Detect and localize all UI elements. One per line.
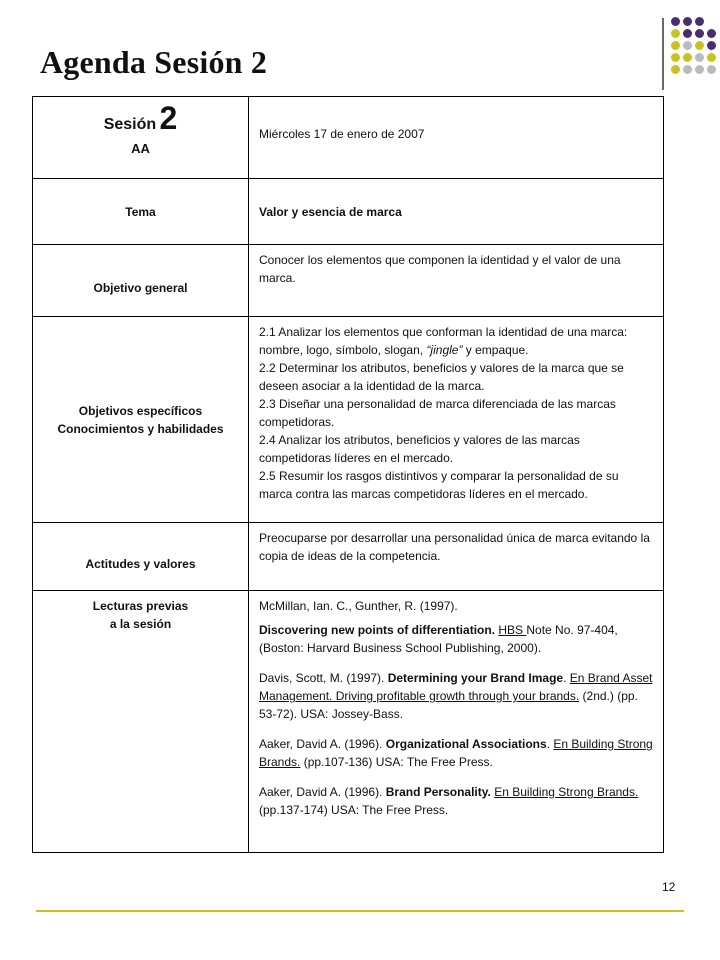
dot: [671, 17, 680, 26]
table-row-session: [33, 97, 664, 179]
reference-title: Discovering new points of differentiation.: [259, 623, 496, 637]
actitudes-value: Preocuparse por desarrollar una personalidad única de marca evitando la copia de ideas de la competencia.: [259, 531, 650, 563]
dot: [683, 41, 692, 50]
dot: [695, 29, 704, 38]
reference-author: Aaker, David A. (1996).: [259, 737, 386, 751]
table-row-objetivos-especificos: [33, 317, 664, 523]
reference-4: [259, 783, 655, 819]
session-number: 2: [159, 100, 178, 136]
objetivos-especificos-value-cell: [249, 317, 664, 523]
objetivo-item: 2.5 Resumir los rasgos distintivos y comparar la personalidad de su marca contra las marcas competidoras líderes en el mercado.: [259, 469, 619, 501]
dot: [683, 29, 692, 38]
reference-author: Aaker, David A. (1996).: [259, 785, 386, 799]
reference-title: Brand Personality.: [385, 785, 491, 799]
dot: [683, 65, 692, 74]
tema-value-cell: [249, 179, 664, 245]
dot: [683, 53, 692, 62]
reference-details: (pp.137-174) USA: The Free Press.: [259, 803, 449, 817]
dot: [695, 65, 704, 74]
table-row-tema: [33, 179, 664, 245]
dot: [671, 41, 680, 50]
dot: [671, 29, 680, 38]
tema-label: Tema: [125, 204, 156, 219]
objetivo-item: 2.2 Determinar los atributos, beneficios y valores de la marca que se deseen asociar a la identidad de la marca.: [259, 361, 624, 393]
dot: [707, 53, 716, 62]
actitudes-value-cell: [249, 523, 664, 591]
session-cell: [33, 97, 249, 179]
reference-source: En Building Strong Brands.: [259, 737, 653, 769]
objetivo-item: [259, 323, 655, 359]
jingle-word: “jingle”: [426, 343, 463, 357]
reference-details: (2nd.) (pp. 53-72). USA: Jossey-Bass.: [259, 689, 638, 721]
objetivo-item-text: y empaque.: [462, 343, 529, 357]
reference-author: Davis, Scott, M. (1997).: [259, 671, 388, 685]
dot: [695, 41, 704, 50]
lecturas-label: Lecturas previas: [92, 599, 189, 613]
lecturas-sublabel: a la sesión: [109, 617, 172, 631]
reference-details: Note No. 97-404, (Boston: Harvard Business School Publishing, 2000).: [259, 623, 618, 655]
tema-value: Valor y esencia de marca: [259, 204, 402, 219]
objetivo-item: 2.3 Diseñar una personalidad de marca diferenciada de las marcas competidoras.: [259, 397, 616, 429]
date-cell: [249, 97, 664, 179]
actitudes-label: Actitudes y valores: [85, 557, 196, 571]
dot: [707, 41, 716, 50]
header-divider: [662, 18, 664, 90]
dot: [707, 65, 716, 74]
objetivo-general-value-cell: [249, 245, 664, 317]
dot: [671, 65, 680, 74]
table-row-lecturas: [33, 591, 664, 853]
reference-2: Davis, Scott, M. (1997). Determining your Brand Image. En Brand Asset Management. Driving profitable growth through your brands. (2nd.) (pp. 53-72). USA: Jossey-Bass.: [259, 671, 653, 721]
objetivos-especificos-label: Objetivos específicos: [78, 403, 203, 418]
session-group: AA: [131, 141, 150, 156]
reference-title: Organizational Associations: [385, 737, 547, 751]
reference-details: (pp.107-136) USA: The Free Press.: [300, 755, 493, 769]
table-row-actitudes: [33, 523, 664, 591]
agenda-table: [32, 96, 664, 853]
dot: [671, 53, 680, 62]
lecturas-value-cell: [249, 591, 664, 853]
table-row-objetivo-general: [33, 245, 664, 317]
objetivo-general-value: Conocer los elementos que componen la identidad y el valor de una marca.: [259, 253, 621, 285]
footer-rule: [36, 910, 684, 912]
session-date: Miércoles 17 de enero de 2007: [259, 127, 425, 141]
page-title: Agenda Sesión 2: [40, 44, 268, 80]
dot: [695, 17, 704, 26]
reference-3: Aaker, David A. (1996). Organizational Associations. En Building Strong Brands. (pp.107-136) USA: The Free Press.: [259, 737, 653, 769]
session-label: Sesión: [103, 116, 157, 133]
dot: [695, 53, 704, 62]
lecturas-label-cell: [33, 591, 249, 853]
reference-1-author: McMillan, Ian. C., Gunther, R. (1997).: [259, 599, 458, 613]
tema-label-cell: [33, 179, 249, 245]
page-number: 12: [662, 880, 676, 894]
reference-title: Determining your Brand Image: [387, 671, 564, 685]
actitudes-label-cell: [33, 523, 249, 591]
objetivo-item-text: 2.1 Analizar los elementos que conforman la identidad de una marca: nombre, logo, símbolo, slogan,: [259, 325, 628, 357]
dot: [683, 17, 692, 26]
conocimientos-label: Conocimientos y habilidades: [57, 421, 224, 436]
reference-source: En Building Strong Brands.: [494, 785, 639, 799]
objetivo-item: 2.4 Analizar los atributos, beneficios y valores de las marcas competidoras líderes en el mercado.: [259, 433, 580, 465]
objetivo-general-label: Objetivo general: [93, 281, 188, 295]
objetivos-especificos-label-cell: [33, 317, 249, 523]
reference-1: [259, 621, 655, 657]
reference-source: En Brand Asset Management. Driving profitable growth through your brands.: [259, 671, 653, 703]
dot: [707, 29, 716, 38]
reference-source: HBS: [498, 623, 527, 637]
objetivo-general-label-cell: [33, 245, 249, 317]
